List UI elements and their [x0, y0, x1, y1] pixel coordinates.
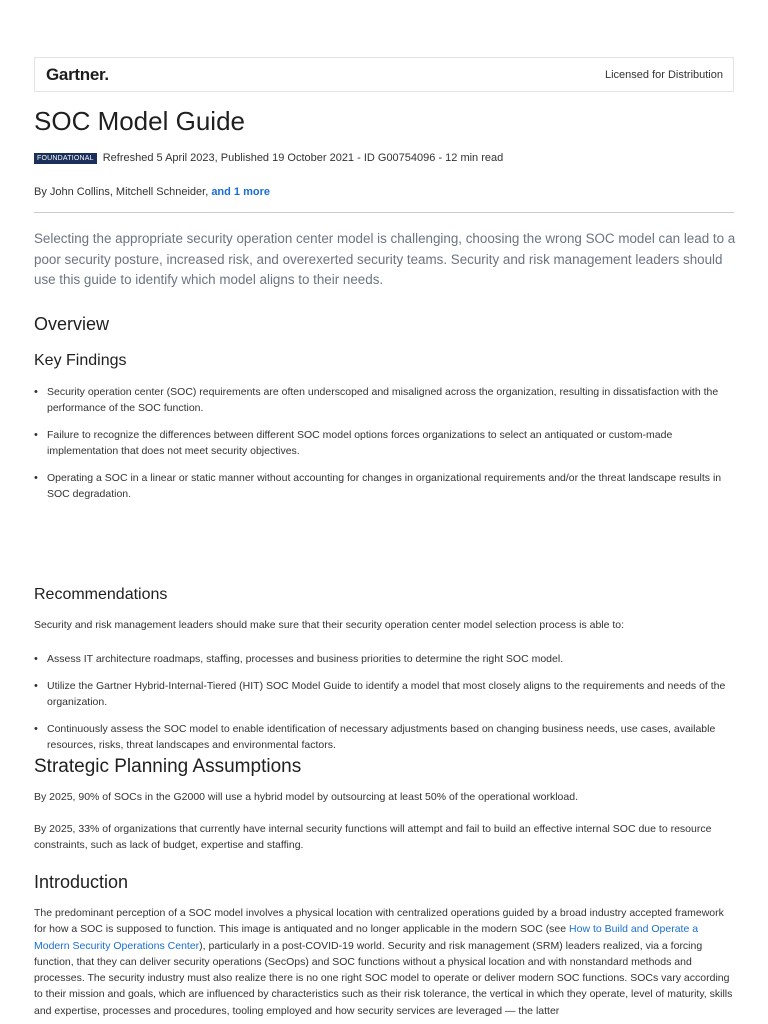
intro-text: The predominant perception of a SOC model involves a physical location with centralized operations guided by a broad industry accepted framework for how a SOC is supposed to function. This image is antiquated and no longer applicable in the modern SOC (see: [34, 907, 724, 936]
spa-paragraph: By 2025, 33% of organizations that currently have internal security functions will attempt and fail to build an effective internal SOC due to resource constraints, such as lack of budget, expertise and staffing.: [34, 823, 712, 851]
recommendations-list: [34, 651, 734, 764]
recommendations-heading: Recommendations: [34, 586, 168, 603]
spa-paragraph: By 2025, 90% of SOCs in the G2000 will use a hybrid model by outsourcing at least 50% of the operational workload.: [34, 791, 578, 803]
gartner-logo[interactable]: Gartner.: [46, 64, 109, 84]
recommendations-intro: Security and risk management leaders should make sure that their security operation center model selection process is able to:: [34, 619, 625, 631]
page-title: SOC Model Guide: [34, 106, 245, 136]
more-authors-link[interactable]: and 1 more: [211, 186, 270, 198]
modern-soc-link[interactable]: How to Build and Operate a Modern Security Operations Center: [34, 923, 699, 952]
license-label: Licensed for Distribution: [604, 68, 723, 81]
doc-meta: [34, 152, 503, 164]
introduction-heading: Introduction: [34, 872, 129, 892]
list-item: • Security operation center (SOC) requirements are often underscoped and misaligned across the organization, resulting in dissatisfaction with the performance of the SOC function.: [34, 384, 734, 416]
list-item: • Continuously assess the SOC model to enable identification of necessary adjustments based on changing business needs, use cases, available resources, risks, threat landscapes and environmental factors.: [34, 721, 734, 753]
authors-line: [34, 186, 270, 198]
foundational-badge: FOUNDATIONAL: [34, 153, 97, 164]
header-bar: [34, 57, 734, 92]
divider: [34, 212, 734, 213]
key-findings-heading: Key Findings: [34, 352, 127, 369]
spa-heading: Strategic Planning Assumptions: [34, 756, 302, 777]
list-item: • Operating a SOC in a linear or static manner without accounting for changes in organizational requirements and/or the threat landscape results in SOC degradation.: [34, 470, 734, 502]
publish-info: Refreshed 5 April 2023, Published 19 October 2021 - ID G00754096 - 12 min read: [102, 152, 504, 164]
list-item: • Failure to recognize the differences between different SOC model options forces organizations to select an antiquated or custom-made implementation that does not meet security objectives.: [34, 427, 734, 459]
intro-text: ), particularly in a post-COVID-19 world. Security and risk management (SRM) leaders realized, via a forcing function, that they can deliver security operations (SecOps) and SOC functions without a physical location and with nonstandard methods and processes. The security industry must also realize there is no one right SOC model to operate or deliver modern SOC functions. SOCs vary according to their mission and goals, which are influenced by characteristics such as their risk tolerance, the vertical in which they operate, level of maturity, skills and expertise, processes and procedures, tooling employed and how security services are leveraged — the latter: [34, 939, 733, 1017]
list-item: • Utilize the Gartner Hybrid-Internal-Tiered (HIT) SOC Model Guide to identify a model that most closely aligns to the requirements and needs of the organization.: [34, 678, 734, 710]
key-findings-list: [34, 384, 734, 513]
list-item: • Assess IT architecture roadmaps, staffing, processes and business priorities to determine the right SOC model.: [34, 651, 734, 667]
summary: Selecting the appropriate security operation center model is challenging, choosing the wrong SOC model can lead to a poor security posture, increased risk, and overexerted security teams. Security and risk management leaders should use this guide to identify which model aligns to their needs.: [34, 231, 736, 287]
authors-names: By John Collins, Mitchell Schneider,: [34, 186, 209, 198]
introduction-paragraph: [34, 905, 734, 1019]
overview-heading: Overview: [34, 314, 110, 334]
